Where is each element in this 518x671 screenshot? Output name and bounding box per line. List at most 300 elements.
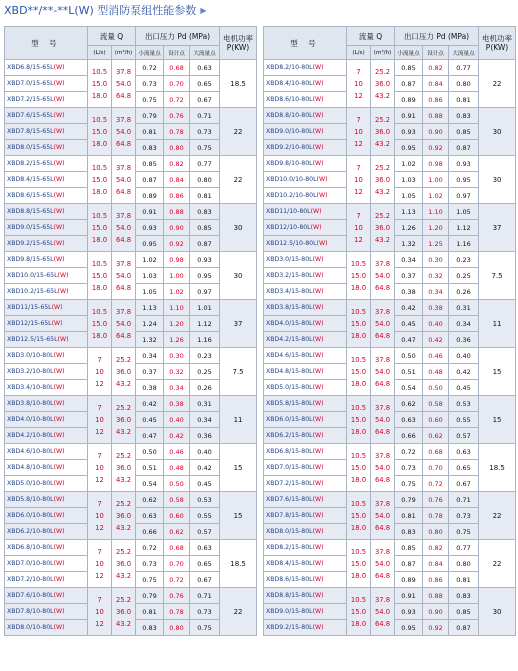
flow-m3h-header: (m³/h) — [371, 46, 395, 60]
table-row — [264, 396, 516, 412]
pressure-small-cell: 0.83 — [395, 524, 423, 540]
flow-ls-value: 15.0 — [350, 367, 367, 376]
flow-m3h-value: 64.8 — [115, 139, 132, 148]
model-spec: 5.0/10-80L — [20, 480, 54, 487]
model-cell — [264, 268, 347, 284]
flow-ls-cell — [347, 444, 371, 492]
pressure-design-cell: 0.68 — [164, 540, 190, 556]
model-spec: 8.2/15-80L — [279, 544, 313, 551]
table-row — [264, 300, 516, 316]
flow-m3h-value: 64.8 — [374, 523, 391, 532]
model-suffix: (W) — [53, 480, 65, 487]
model-prefix: XBD — [7, 240, 21, 247]
flow-m3h-value: 43.2 — [115, 523, 132, 532]
model-prefix: XBD — [7, 80, 21, 87]
model-suffix: (W) — [53, 192, 65, 199]
pressure-large-cell: 0.55 — [449, 412, 479, 428]
pressure-design-cell: 0.88 — [423, 108, 449, 124]
pressure-large-cell: 0.81 — [190, 188, 220, 204]
flow-m3h-value: 43.2 — [115, 379, 132, 388]
model-cell — [264, 556, 347, 572]
model-prefix: XBD — [7, 256, 21, 263]
model-cell — [5, 156, 88, 172]
model-cell — [264, 76, 347, 92]
model-prefix: XBD — [7, 480, 21, 487]
pressure-large-cell: 0.75 — [190, 140, 220, 156]
table-row — [264, 204, 516, 220]
model-spec: 7.8/15-80L — [279, 512, 313, 519]
pressure-design-cell: 0.46 — [164, 444, 190, 460]
model-prefix: XBD — [266, 288, 280, 295]
model-suffix: (W) — [312, 512, 324, 519]
model-spec: 6.0/15-80L — [279, 416, 313, 423]
model-suffix: (W) — [316, 176, 328, 183]
pressure-design-cell: 0.60 — [164, 508, 190, 524]
pressure-design-cell: 0.86 — [164, 188, 190, 204]
pressure-large-cell: 0.67 — [190, 92, 220, 108]
pressure-design-cell: 1.26 — [164, 332, 190, 348]
flow-ls-value: 12 — [354, 91, 363, 100]
flow-m3h-cell — [112, 396, 136, 444]
pressure-design-cell: 0.48 — [423, 364, 449, 380]
model-prefix: XBD — [266, 304, 280, 311]
flow-ls-cell — [88, 300, 112, 348]
motor-power-cell: 18.5 — [220, 60, 257, 108]
pressure-small-cell: 0.72 — [136, 540, 164, 556]
table-row — [5, 540, 257, 556]
flow-ls-value: 15.0 — [350, 463, 367, 472]
model-cell — [5, 124, 88, 140]
pressure-design-cell: 0.32 — [164, 364, 190, 380]
pressure-small-cell: 0.95 — [136, 236, 164, 252]
model-spec: 6.2/10-80L — [20, 528, 54, 535]
motor-power-cell: 18.5 — [220, 540, 257, 588]
pressure-large-cell: 0.26 — [190, 380, 220, 396]
flow-m3h-value: 36.0 — [374, 79, 391, 88]
flow-ls-value: 7 — [97, 499, 102, 508]
model-spec: 9.0/15-65L — [20, 224, 54, 231]
motor-power-cell: 15 — [479, 348, 516, 396]
model-cell — [5, 476, 88, 492]
pressure-design-cell: 0.84 — [423, 556, 449, 572]
model-spec: 6.8/10-80L — [20, 544, 54, 551]
model-suffix: (W) — [53, 416, 65, 423]
flow-m3h-cell — [371, 588, 395, 636]
pressure-design-cell: 0.76 — [164, 108, 190, 124]
flow-ls-cell — [347, 156, 371, 204]
flow-ls-value: 10.5 — [350, 499, 367, 508]
flow-ls-value: 7 — [356, 115, 361, 124]
flow-m3h-value: 36.0 — [115, 463, 132, 472]
model-prefix: XBD — [266, 64, 280, 71]
model-suffix: (W) — [53, 240, 65, 247]
flow-ls-value: 10 — [95, 511, 104, 520]
model-prefix: XBD — [266, 400, 280, 407]
model-cell — [5, 252, 88, 268]
pressure-large-cell: 0.97 — [190, 284, 220, 300]
model-prefix: XBD — [7, 224, 21, 231]
model-suffix: (W) — [312, 400, 324, 407]
flow-ls-value: 12 — [354, 187, 363, 196]
flow-m3h-value: 36.0 — [374, 127, 391, 136]
model-spec: 8.0/15-80L — [279, 528, 313, 535]
model-cell — [264, 300, 347, 316]
model-prefix: XBD — [7, 576, 21, 583]
model-suffix: (W) — [312, 80, 324, 87]
pressure-small-cell: 0.38 — [136, 380, 164, 396]
flow-m3h-value: 64.8 — [374, 283, 391, 292]
model-cell — [5, 444, 88, 460]
large-flow-header: 大流量点 — [449, 46, 479, 60]
pressure-small-cell: 0.93 — [395, 604, 423, 620]
pressure-design-cell: 0.40 — [164, 412, 190, 428]
model-spec: 7.6/10-80L — [20, 592, 54, 599]
model-prefix: XBD — [266, 192, 280, 199]
model-spec: 3.8/10-80L — [20, 400, 54, 407]
model-spec: 7.8/10-80L — [20, 608, 54, 615]
flow-ls-value: 18.0 — [350, 475, 367, 484]
motor-power-cell: 15 — [220, 444, 257, 492]
pressure-large-cell: 0.40 — [449, 348, 479, 364]
flow-m3h-value: 37.8 — [115, 259, 132, 268]
flow-m3h-value: 43.2 — [374, 91, 391, 100]
model-spec: 7.8/15-65L — [20, 128, 54, 135]
model-spec: 8.4/10-80L — [279, 80, 313, 87]
model-suffix: (W) — [57, 288, 69, 295]
model-suffix: (W) — [53, 560, 65, 567]
model-cell — [264, 460, 347, 476]
pressure-design-cell: 1.10 — [164, 300, 190, 316]
pressure-design-cell: 1.02 — [164, 284, 190, 300]
model-cell — [264, 108, 347, 124]
pressure-large-cell: 0.36 — [449, 332, 479, 348]
flow-m3h-cell — [371, 300, 395, 348]
flow-m3h-value: 37.8 — [374, 307, 391, 316]
flow-m3h-cell — [371, 540, 395, 588]
flow-ls-value: 18.0 — [350, 571, 367, 580]
pressure-small-cell: 0.45 — [136, 412, 164, 428]
model-prefix: XBD — [7, 96, 21, 103]
model-cell — [264, 140, 347, 156]
pressure-small-cell: 0.50 — [395, 348, 423, 364]
flow-ls-value: 15.0 — [91, 127, 108, 136]
model-spec: 8.8/15-80L — [279, 592, 313, 599]
model-suffix: (W) — [53, 64, 65, 71]
flow-ls-value: 10 — [95, 367, 104, 376]
pressure-small-cell: 0.79 — [136, 588, 164, 604]
model-suffix: (W) — [53, 176, 65, 183]
model-cell — [5, 412, 88, 428]
model-suffix: (W) — [53, 544, 65, 551]
model-cell — [5, 220, 88, 236]
model-cell — [5, 380, 88, 396]
model-cell — [264, 492, 347, 508]
pressure-large-cell: 0.31 — [190, 396, 220, 412]
model-cell — [264, 588, 347, 604]
pressure-large-cell: 0.42 — [190, 460, 220, 476]
flow-ls-value: 10 — [95, 559, 104, 568]
pressure-large-cell: 0.63 — [190, 540, 220, 556]
performance-table-left — [4, 26, 257, 636]
model-spec: 10.0/15-65L — [20, 272, 58, 279]
pressure-large-cell: 0.57 — [449, 428, 479, 444]
pressure-design-cell: 0.78 — [164, 604, 190, 620]
pressure-small-cell: 0.87 — [136, 172, 164, 188]
pressure-small-cell: 0.62 — [395, 396, 423, 412]
flow-m3h-value: 25.2 — [374, 67, 391, 76]
pressure-small-cell: 0.89 — [136, 188, 164, 204]
model-spec: 8.0/10-80L — [20, 624, 54, 631]
pressure-large-cell: 1.12 — [190, 316, 220, 332]
flow-ls-value: 10 — [354, 223, 363, 232]
motor-power-cell: 11 — [220, 396, 257, 444]
flow-m3h-cell — [371, 60, 395, 108]
model-spec: 9.2/10-80L — [279, 144, 313, 151]
flow-m3h-value: 54.0 — [115, 175, 132, 184]
pressure-small-cell: 0.42 — [395, 300, 423, 316]
flow-ls-cell — [347, 396, 371, 444]
flow-ls-value: 18.0 — [350, 379, 367, 388]
pressure-small-cell: 0.73 — [395, 460, 423, 476]
pressure-design-cell: 0.48 — [164, 460, 190, 476]
model-spec: 9.2/15-65L — [20, 240, 54, 247]
pressure-large-cell: 0.97 — [449, 188, 479, 204]
flow-m3h-value: 54.0 — [374, 271, 391, 280]
flow-m3h-cell — [371, 156, 395, 204]
model-cell — [264, 380, 347, 396]
pressure-design-cell: 0.98 — [423, 156, 449, 172]
pressure-design-cell: 0.82 — [423, 540, 449, 556]
flow-ls-value: 10.5 — [91, 307, 108, 316]
flow-ls-value: 12 — [95, 523, 104, 532]
model-spec: 5.8/15-80L — [279, 400, 313, 407]
model-suffix: (W) — [53, 352, 65, 359]
model-prefix: XBD — [7, 192, 21, 199]
motor-power-cell: 37 — [479, 204, 516, 252]
table-row — [264, 60, 516, 76]
pressure-small-cell: 1.05 — [136, 284, 164, 300]
flow-m3h-value: 37.8 — [374, 595, 391, 604]
pressure-small-cell: 0.93 — [395, 124, 423, 140]
flow-m3h-cell — [112, 492, 136, 540]
model-prefix: XBD — [7, 320, 21, 327]
design-point-header: 设计点 — [423, 46, 449, 60]
model-spec: 4.2/15-80L — [279, 336, 313, 343]
model-cell — [264, 284, 347, 300]
model-spec: 7.0/15-65L — [20, 80, 54, 87]
pressure-large-cell: 1.16 — [190, 332, 220, 348]
model-spec: 9.8/10-80L — [279, 160, 313, 167]
model-spec: 7.2/10-80L — [20, 576, 54, 583]
model-cell — [264, 620, 347, 636]
model-prefix: XBD — [7, 304, 21, 311]
pressure-design-cell: 0.72 — [423, 476, 449, 492]
flow-ls-value: 7 — [97, 547, 102, 556]
model-prefix: XBD — [7, 560, 21, 567]
flow-m3h-value: 54.0 — [115, 79, 132, 88]
pressure-design-cell: 1.20 — [164, 316, 190, 332]
model-spec: 10.2/15-65L — [20, 288, 58, 295]
model-cell — [5, 92, 88, 108]
pressure-design-cell: 0.82 — [164, 156, 190, 172]
pressure-small-cell: 1.32 — [395, 236, 423, 252]
table-body — [264, 60, 516, 636]
pressure-large-cell: 0.25 — [449, 268, 479, 284]
pressure-design-cell: 0.34 — [423, 284, 449, 300]
pressure-design-cell: 0.90 — [423, 124, 449, 140]
model-suffix: (W) — [312, 432, 324, 439]
model-prefix: XBD — [7, 288, 21, 295]
flow-m3h-value: 36.0 — [115, 607, 132, 616]
pressure-large-cell: 0.93 — [190, 252, 220, 268]
flow-ls-value: 15.0 — [91, 271, 108, 280]
pressure-small-cell: 0.73 — [136, 76, 164, 92]
pressure-design-cell: 1.00 — [164, 268, 190, 284]
flow-ls-value: 18.0 — [350, 331, 367, 340]
model-prefix: XBD — [7, 368, 21, 375]
model-cell — [5, 172, 88, 188]
model-cell — [5, 460, 88, 476]
pressure-small-cell: 0.81 — [136, 124, 164, 140]
pressure-large-cell: 0.23 — [190, 348, 220, 364]
flow-ls-value: 7 — [356, 67, 361, 76]
model-suffix: (W) — [312, 368, 324, 375]
model-prefix: XBD — [266, 320, 280, 327]
flow-m3h-value: 36.0 — [115, 415, 132, 424]
flow-ls-value: 15.0 — [350, 559, 367, 568]
table-row — [264, 588, 516, 604]
flow-m3h-value: 64.8 — [115, 331, 132, 340]
model-cell — [5, 620, 88, 636]
flow-m3h-cell — [371, 108, 395, 156]
pressure-small-cell: 0.73 — [136, 556, 164, 572]
model-prefix: XBD — [7, 400, 21, 407]
pressure-large-cell: 0.65 — [190, 556, 220, 572]
pressure-small-cell: 1.03 — [136, 268, 164, 284]
flow-ls-value: 18.0 — [350, 283, 367, 292]
flow-ls-value: 10.5 — [350, 355, 367, 364]
model-suffix: (W) — [53, 144, 65, 151]
flow-ls-cell — [88, 348, 112, 396]
flow-m3h-value: 54.0 — [115, 223, 132, 232]
flow-m3h-value: 25.2 — [374, 163, 391, 172]
model-prefix: XBD — [266, 448, 280, 455]
pressure-design-cell: 0.62 — [164, 524, 190, 540]
flow-ls-value: 10.5 — [91, 211, 108, 220]
model-spec: 9.0/10-80L — [279, 128, 313, 135]
pressure-design-cell: 0.58 — [164, 492, 190, 508]
flow-m3h-cell — [112, 156, 136, 204]
model-suffix: (W) — [312, 64, 324, 71]
model-spec: 3.0/10-80L — [20, 352, 54, 359]
model-cell — [5, 604, 88, 620]
pressure-large-cell: 0.95 — [449, 172, 479, 188]
flow-m3h-value: 54.0 — [115, 271, 132, 280]
pressure-design-cell: 0.62 — [423, 428, 449, 444]
pressure-large-cell: 0.77 — [449, 60, 479, 76]
flow-m3h-value: 25.2 — [374, 115, 391, 124]
model-cell — [264, 156, 347, 172]
model-cell — [264, 188, 347, 204]
model-cell — [264, 540, 347, 556]
flow-ls-cell — [88, 492, 112, 540]
flow-header: 流量 Q — [88, 27, 136, 46]
flow-m3h-cell — [371, 348, 395, 396]
flow-ls-cell — [88, 444, 112, 492]
table-row — [5, 204, 257, 220]
model-spec: 12/15-65L — [20, 320, 52, 327]
model-spec: 12.5/10-80L — [279, 240, 317, 247]
table-row — [5, 300, 257, 316]
flow-ls-value: 10.5 — [91, 259, 108, 268]
pressure-large-cell: 0.77 — [449, 540, 479, 556]
table-row — [5, 396, 257, 412]
flow-ls-value: 12 — [354, 235, 363, 244]
pressure-design-cell: 0.84 — [164, 172, 190, 188]
flow-ls-value: 18.0 — [91, 91, 108, 100]
table-row — [264, 348, 516, 364]
model-suffix: (W) — [53, 384, 65, 391]
pressure-design-cell: 0.88 — [423, 588, 449, 604]
flow-ls-value: 10.5 — [91, 163, 108, 172]
flow-m3h-value: 64.8 — [374, 427, 391, 436]
pressure-design-cell: 0.90 — [423, 604, 449, 620]
model-suffix: (W) — [312, 480, 324, 487]
flow-m3h-value: 37.8 — [115, 211, 132, 220]
model-prefix: XBD — [266, 544, 280, 551]
motor-power-cell: 22 — [220, 588, 257, 636]
flow-ls-value: 15.0 — [350, 511, 367, 520]
pressure-small-cell: 1.13 — [395, 204, 423, 220]
table-row — [5, 156, 257, 172]
model-spec: 3.4/10-80L — [20, 384, 54, 391]
model-suffix: (W) — [312, 384, 324, 391]
pressure-large-cell: 0.67 — [190, 572, 220, 588]
pressure-small-cell: 0.54 — [136, 476, 164, 492]
flow-m3h-value: 54.0 — [374, 319, 391, 328]
model-suffix: (W) — [53, 448, 65, 455]
table-row — [264, 492, 516, 508]
model-prefix: XBD — [266, 256, 280, 263]
pressure-small-cell: 0.85 — [395, 60, 423, 76]
pressure-design-cell: 0.86 — [423, 92, 449, 108]
flow-ls-value: 18.0 — [350, 427, 367, 436]
flow-ls-value: 7 — [97, 403, 102, 412]
model-suffix: (W) — [312, 160, 324, 167]
pressure-design-cell: 0.76 — [423, 492, 449, 508]
pressure-small-cell: 0.37 — [136, 364, 164, 380]
model-cell — [5, 300, 88, 316]
model-suffix: (W) — [312, 608, 324, 615]
flow-ls-value: 15.0 — [91, 223, 108, 232]
motor-power-cell: 30 — [479, 108, 516, 156]
flow-ls-value: 10 — [354, 175, 363, 184]
model-prefix: XBD — [266, 624, 280, 631]
pressure-large-cell: 0.80 — [190, 172, 220, 188]
flow-ls-value: 15.0 — [91, 79, 108, 88]
model-suffix: (W) — [312, 544, 324, 551]
model-cell — [264, 172, 347, 188]
flow-ls-cell — [88, 108, 112, 156]
flow-ls-value: 10.5 — [350, 259, 367, 268]
flow-m3h-header: (m³/h) — [112, 46, 136, 60]
model-cell — [5, 268, 88, 284]
flow-ls-cell — [347, 60, 371, 108]
power-header: 电机功率P(KW) — [220, 27, 257, 60]
pressure-small-cell: 0.81 — [395, 508, 423, 524]
flow-ls-value: 12 — [354, 139, 363, 148]
flow-ls-value: 12 — [95, 475, 104, 484]
